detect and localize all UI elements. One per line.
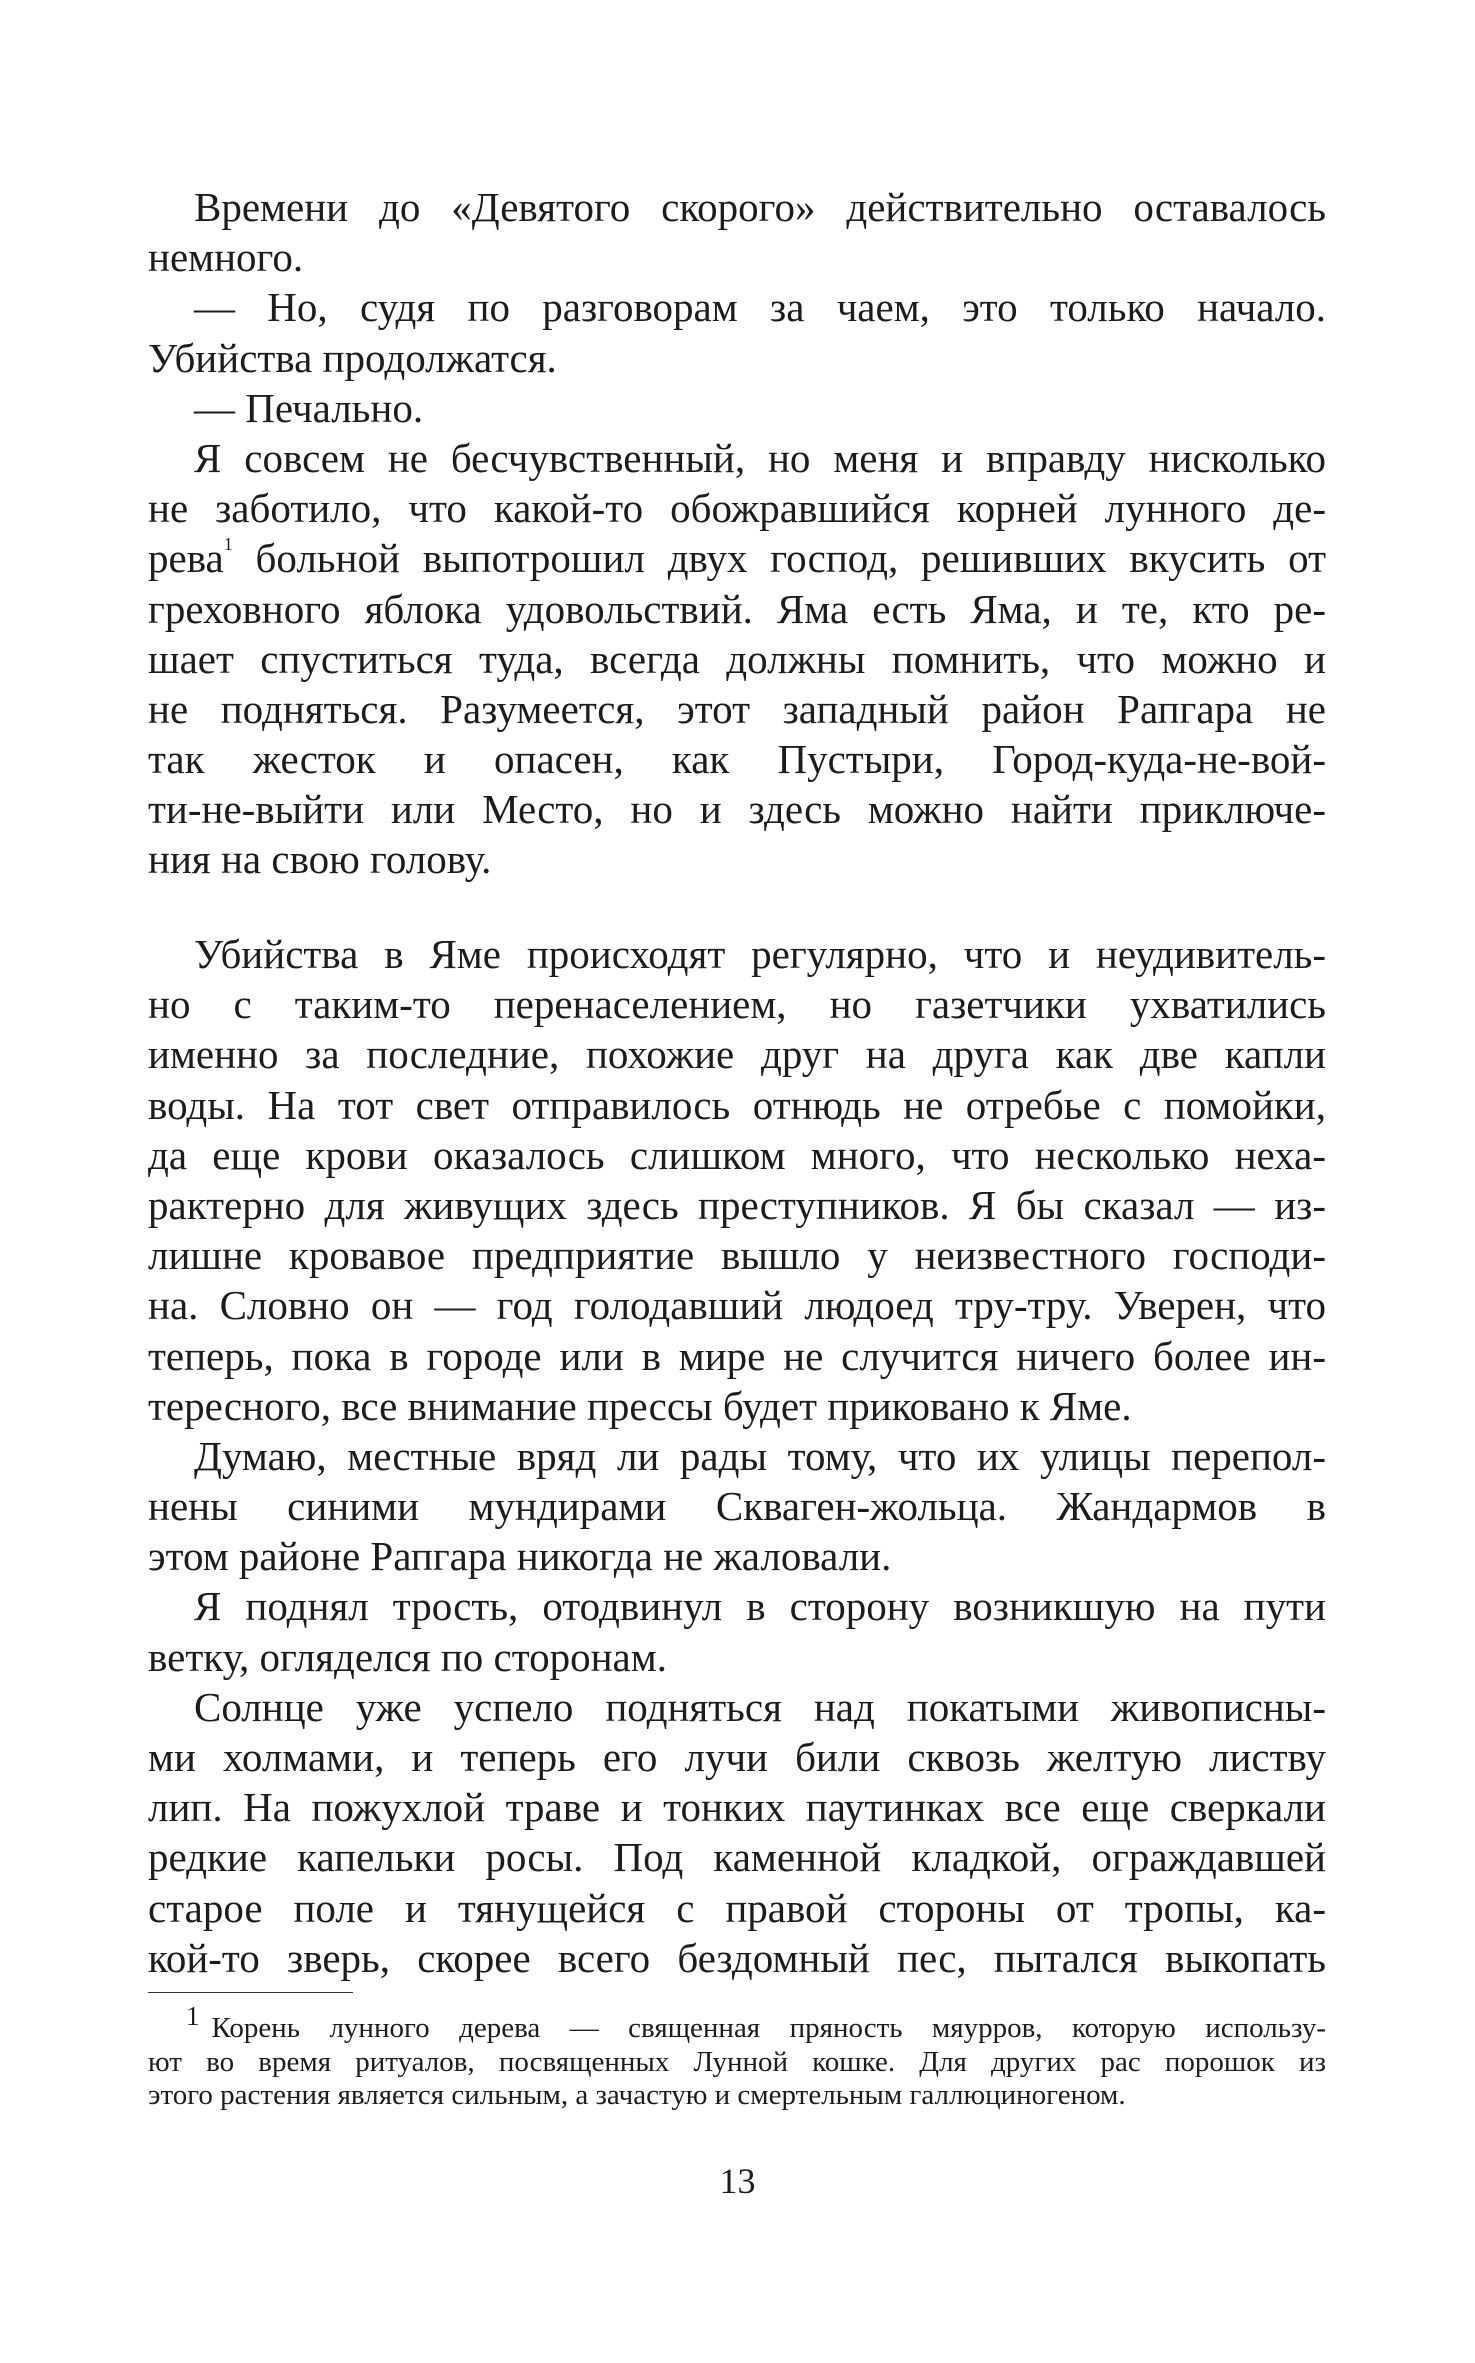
text-line: кой-то зверь, скорее всего бездомный пес, пытался выкопать: [148, 1934, 1326, 1981]
footnote-number: 1: [186, 2001, 200, 2031]
text-line: шает спуститься туда, всегда должны помнить, что можно и: [148, 635, 1326, 682]
text-line: Убийства в Яме происходят регулярно, что и неудивитель-: [194, 931, 1326, 977]
text-line: тересного, все внимание прессы будет приковано к Яме.: [148, 1382, 1132, 1429]
text-fragment: больной выпотрошил двух господ, решивших вкусить от: [255, 535, 1327, 582]
footnote-line: [148, 2001, 1326, 2046]
text-line: Солнце уже успело подняться над покатыми живописны-: [194, 1683, 1326, 1730]
text-line: но с таким-то перенаселением, но газетчики ухватились: [148, 981, 1326, 1028]
text-line: ти-не-выйти или Место, но и здесь можно найти приключе-: [148, 786, 1326, 833]
text-line: ми холмами, и теперь его лучи били сквозь желтую листву: [148, 1734, 1326, 1780]
text-line: этом районе Рапгара никогда не жаловали.: [148, 1533, 892, 1580]
text-line: ветку, огляделся по сторонам.: [148, 1633, 667, 1680]
text-line: не заботило, что какой-то обожравшийся корней лунного де-: [148, 485, 1326, 532]
text-line: да еще крови оказалось слишком много, что несколько неха-: [148, 1131, 1326, 1178]
text-line: редкие капельки росы. Под каменной кладкой, ограждавшей: [148, 1834, 1326, 1881]
footnote-divider: [148, 1992, 353, 1993]
text-line: Я поднял трость, отодвинул в сторону возникшую на пути: [194, 1583, 1326, 1630]
text-line: нены синими мундирами Скваген-жольца. Жандармов в: [148, 1483, 1326, 1530]
text-line: рактерно для живущих здесь преступников. Я бы сказал — из-: [148, 1181, 1326, 1228]
text-line: так жесток и опасен, как Пустыри, Город-куда-не-вой-: [148, 736, 1326, 783]
text-line: не подняться. Разумеется, этот западный район Рапгара не: [148, 685, 1326, 732]
text-line: воды. На тот свет отправилось отнюдь не отребье с помойки,: [148, 1081, 1326, 1128]
text-line: теперь, пока в городе или в мире не случится ничего более ин-: [148, 1332, 1326, 1379]
text-line: греховного яблока удовольствий. Яма есть Яма, и те, кто ре-: [148, 585, 1326, 632]
text-line: именно за последние, похожие друг на друга как две капли: [148, 1031, 1326, 1078]
text-line: Думаю, местные вряд ли рады тому, что их улицы перепол-: [194, 1432, 1326, 1479]
text-line: старое поле и тянущейся с правой стороны от тропы, ка-: [148, 1884, 1326, 1931]
text-line: на. Словно он — год голодавший людоед тру-тру. Уверен, что: [148, 1282, 1326, 1329]
text-line: — Печально.: [194, 384, 424, 431]
text-line: лишне кровавое предприятие вышло у неизвестного господи-: [148, 1232, 1326, 1279]
text-line: Убийства продолжатся.: [148, 334, 557, 381]
text-line: — Но, судя по разговорам за чаем, это только начало.: [194, 284, 1326, 331]
footnote: [148, 2001, 1326, 2113]
page-number: 13: [719, 2161, 756, 2201]
text-line-with-footnote: [148, 533, 1326, 583]
text-line: лип. На пожухлой траве и тонких паутинках все еще сверкали: [148, 1784, 1326, 1831]
footnote-line: ют во время ритуалов, посвященных Лунной кошке. Для других рас порошок из: [148, 2045, 1326, 2078]
footnote-text: Корень лунного дерева — священная пряность мяурров, которую использу-: [211, 2012, 1326, 2044]
text-line: ния на свою голову.: [148, 836, 492, 883]
text-line: Времени до «Девятого скорого» действительно оставалось: [194, 184, 1326, 230]
footnote-line: этого растения является сильным, а зачастую и смертельным галлюциногеном.: [148, 2079, 1126, 2111]
text-block-top: [148, 182, 1326, 885]
text-block-bottom: [148, 929, 1326, 1983]
text-line: немного.: [148, 234, 304, 281]
footnote-reference[interactable]: 1: [223, 534, 233, 555]
text-fragment: рева: [148, 535, 224, 582]
text-line: Я совсем не бесчувственный, но меня и вправду нисколько: [194, 434, 1326, 481]
